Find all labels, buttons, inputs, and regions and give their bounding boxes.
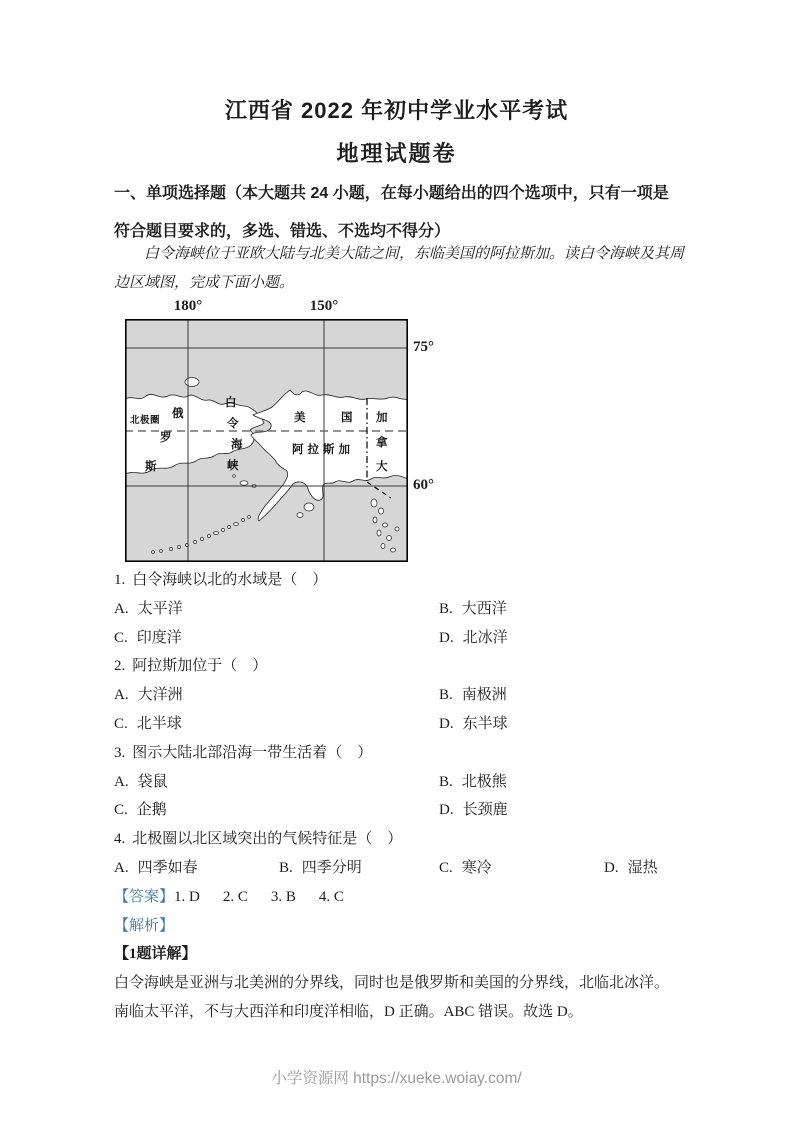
option-text: 湿热: [627, 859, 658, 876]
option-text: 袋鼠: [137, 773, 168, 790]
option-1b: [439, 595, 681, 624]
question-2-stem: [114, 652, 681, 681]
question-number: 4.: [114, 831, 126, 848]
option-3a: [114, 768, 439, 797]
arctic-circle-label: 北极圈: [130, 415, 161, 426]
usa-label-char: 国: [341, 412, 353, 424]
option-label: B.: [439, 773, 453, 790]
option-4a: [114, 854, 279, 883]
option-1a: [114, 595, 439, 624]
usa-label-char: 美: [294, 412, 306, 424]
russia-label-char: 斯: [145, 461, 157, 473]
longitude-label-150: 150°: [309, 298, 339, 314]
question-2-options-row-1: [114, 681, 681, 710]
analysis-row: [114, 912, 681, 941]
detail-heading: 【1题详解】: [114, 946, 197, 963]
question-1-stem: [114, 566, 681, 595]
answer-item: 3. B: [270, 888, 296, 905]
option-4b: [279, 854, 439, 883]
option-3c: [114, 796, 439, 825]
wrangel-island: [185, 378, 199, 387]
question-text: 白令海峡以北的水域是（ ）: [132, 572, 328, 588]
bering-strait-label-char: 峡: [227, 460, 239, 472]
answers-label: 【答案】: [114, 888, 175, 905]
option-2b: [439, 681, 681, 710]
option-label: D.: [604, 859, 619, 876]
canada-label-char: 拿: [376, 437, 388, 449]
answer-row: [114, 883, 681, 912]
analysis-label: 【解析】: [114, 917, 175, 934]
bering-strait-label-char: 海: [231, 439, 243, 451]
alaska-label: 阿拉斯加: [292, 444, 354, 456]
option-text: 太平洋: [137, 600, 183, 617]
latitude-label-75: 75°: [413, 339, 434, 355]
option-label: A.: [114, 687, 129, 704]
question-4-options-row: [114, 854, 681, 883]
question-3-options-row-1: [114, 768, 681, 797]
option-text: 四季如春: [137, 859, 198, 876]
option-text: 印度洋: [136, 629, 182, 646]
option-label: A.: [114, 600, 129, 617]
option-text: 北半球: [136, 715, 182, 732]
option-label: A.: [114, 859, 129, 876]
section-heading: 一、单项选择题（本大题共 24 小题，在每小题给出的四个选项中，只有一项是符合题目要求的，多选、错选、不选均不得分）: [114, 185, 669, 240]
option-text: 四季分明: [301, 859, 362, 876]
option-text: 南极洲: [461, 687, 507, 704]
option-label: B.: [279, 859, 293, 876]
footer-watermark: 小学资源网 https://xueke.woiay.com/: [271, 1070, 522, 1087]
answer-item: 1. D: [174, 888, 200, 905]
option-3d: [439, 796, 681, 825]
answer-item: 4. C: [318, 888, 344, 905]
detail-explanation: 白令海峡是亚洲与北美洲的分界线，同时也是俄罗斯和美国的分界线，北临北冰洋。南临太平洋，不与大西洋和印度洋相临，D 正确。ABC 错误。故选 D。: [114, 975, 670, 1020]
question-2-options-row-2: [114, 710, 681, 739]
option-label: A.: [114, 773, 129, 790]
question-3-stem: [114, 739, 681, 768]
option-text: 北冰洋: [462, 629, 508, 646]
question-number: 1.: [114, 572, 126, 588]
question-number: 2.: [114, 658, 126, 675]
bering-strait-label-char: 白: [225, 397, 237, 409]
option-label: D.: [439, 629, 454, 646]
region-map: [125, 298, 434, 562]
canada-label-char: 加: [376, 412, 388, 424]
canada-label-char: 大: [376, 461, 388, 473]
paper-subtitle: 地理试题卷: [336, 141, 457, 166]
option-2c: [114, 710, 439, 739]
option-4c: [439, 854, 604, 883]
option-1c: [114, 624, 439, 653]
question-text: 图示大陆北部沿海一带生活着（ ）: [132, 744, 373, 761]
option-2d: [439, 710, 681, 739]
option-label: C.: [114, 715, 128, 732]
option-label: C.: [439, 859, 453, 876]
option-label: C.: [114, 629, 128, 646]
answer-item: 2. C: [222, 888, 248, 905]
option-text: 大西洋: [461, 600, 507, 617]
option-2a: [114, 681, 439, 710]
option-label: C.: [114, 802, 128, 819]
latitude-label-60: 60°: [413, 477, 434, 493]
option-1d: [439, 624, 681, 653]
question-1-options-row-2: [114, 624, 681, 653]
bering-strait-map-svg: [125, 319, 408, 562]
option-text: 东半球: [462, 715, 508, 732]
question-3-options-row-2: [114, 796, 681, 825]
option-3b: [439, 768, 681, 797]
option-label: D.: [439, 802, 454, 819]
paper-title: 江西省 2022 年初中学业水平考试: [224, 98, 569, 123]
option-text: 北极熊: [461, 773, 507, 790]
option-label: B.: [439, 687, 453, 704]
question-1-options-row-1: [114, 595, 681, 624]
option-label: D.: [439, 715, 454, 732]
question-text: 阿拉斯加位于（ ）: [132, 658, 268, 675]
questions-block: [114, 566, 681, 1027]
question-number: 3.: [114, 744, 126, 761]
option-text: 寒冷: [461, 859, 492, 876]
intro-passage: 白令海峡位于亚欧大陆与北美大陆之间，东临美国的阿拉斯加。读白令海峡及其周边区域图，完成下面小题。: [114, 246, 685, 291]
question-4-stem: [114, 825, 681, 854]
bering-strait-label-char: 令: [227, 418, 239, 430]
russia-label-char: 俄: [172, 408, 184, 420]
longitude-label-180: 180°: [173, 298, 203, 314]
option-label: B.: [439, 600, 453, 617]
option-text: 长颈鹿: [462, 802, 508, 819]
option-text: 大洋洲: [137, 687, 183, 704]
option-text: 企鹅: [136, 802, 167, 819]
option-4d: [604, 854, 681, 883]
russia-label-char: 罗: [160, 432, 172, 444]
question-text: 北极圈以北区域突出的气候特征是（ ）: [132, 831, 403, 848]
